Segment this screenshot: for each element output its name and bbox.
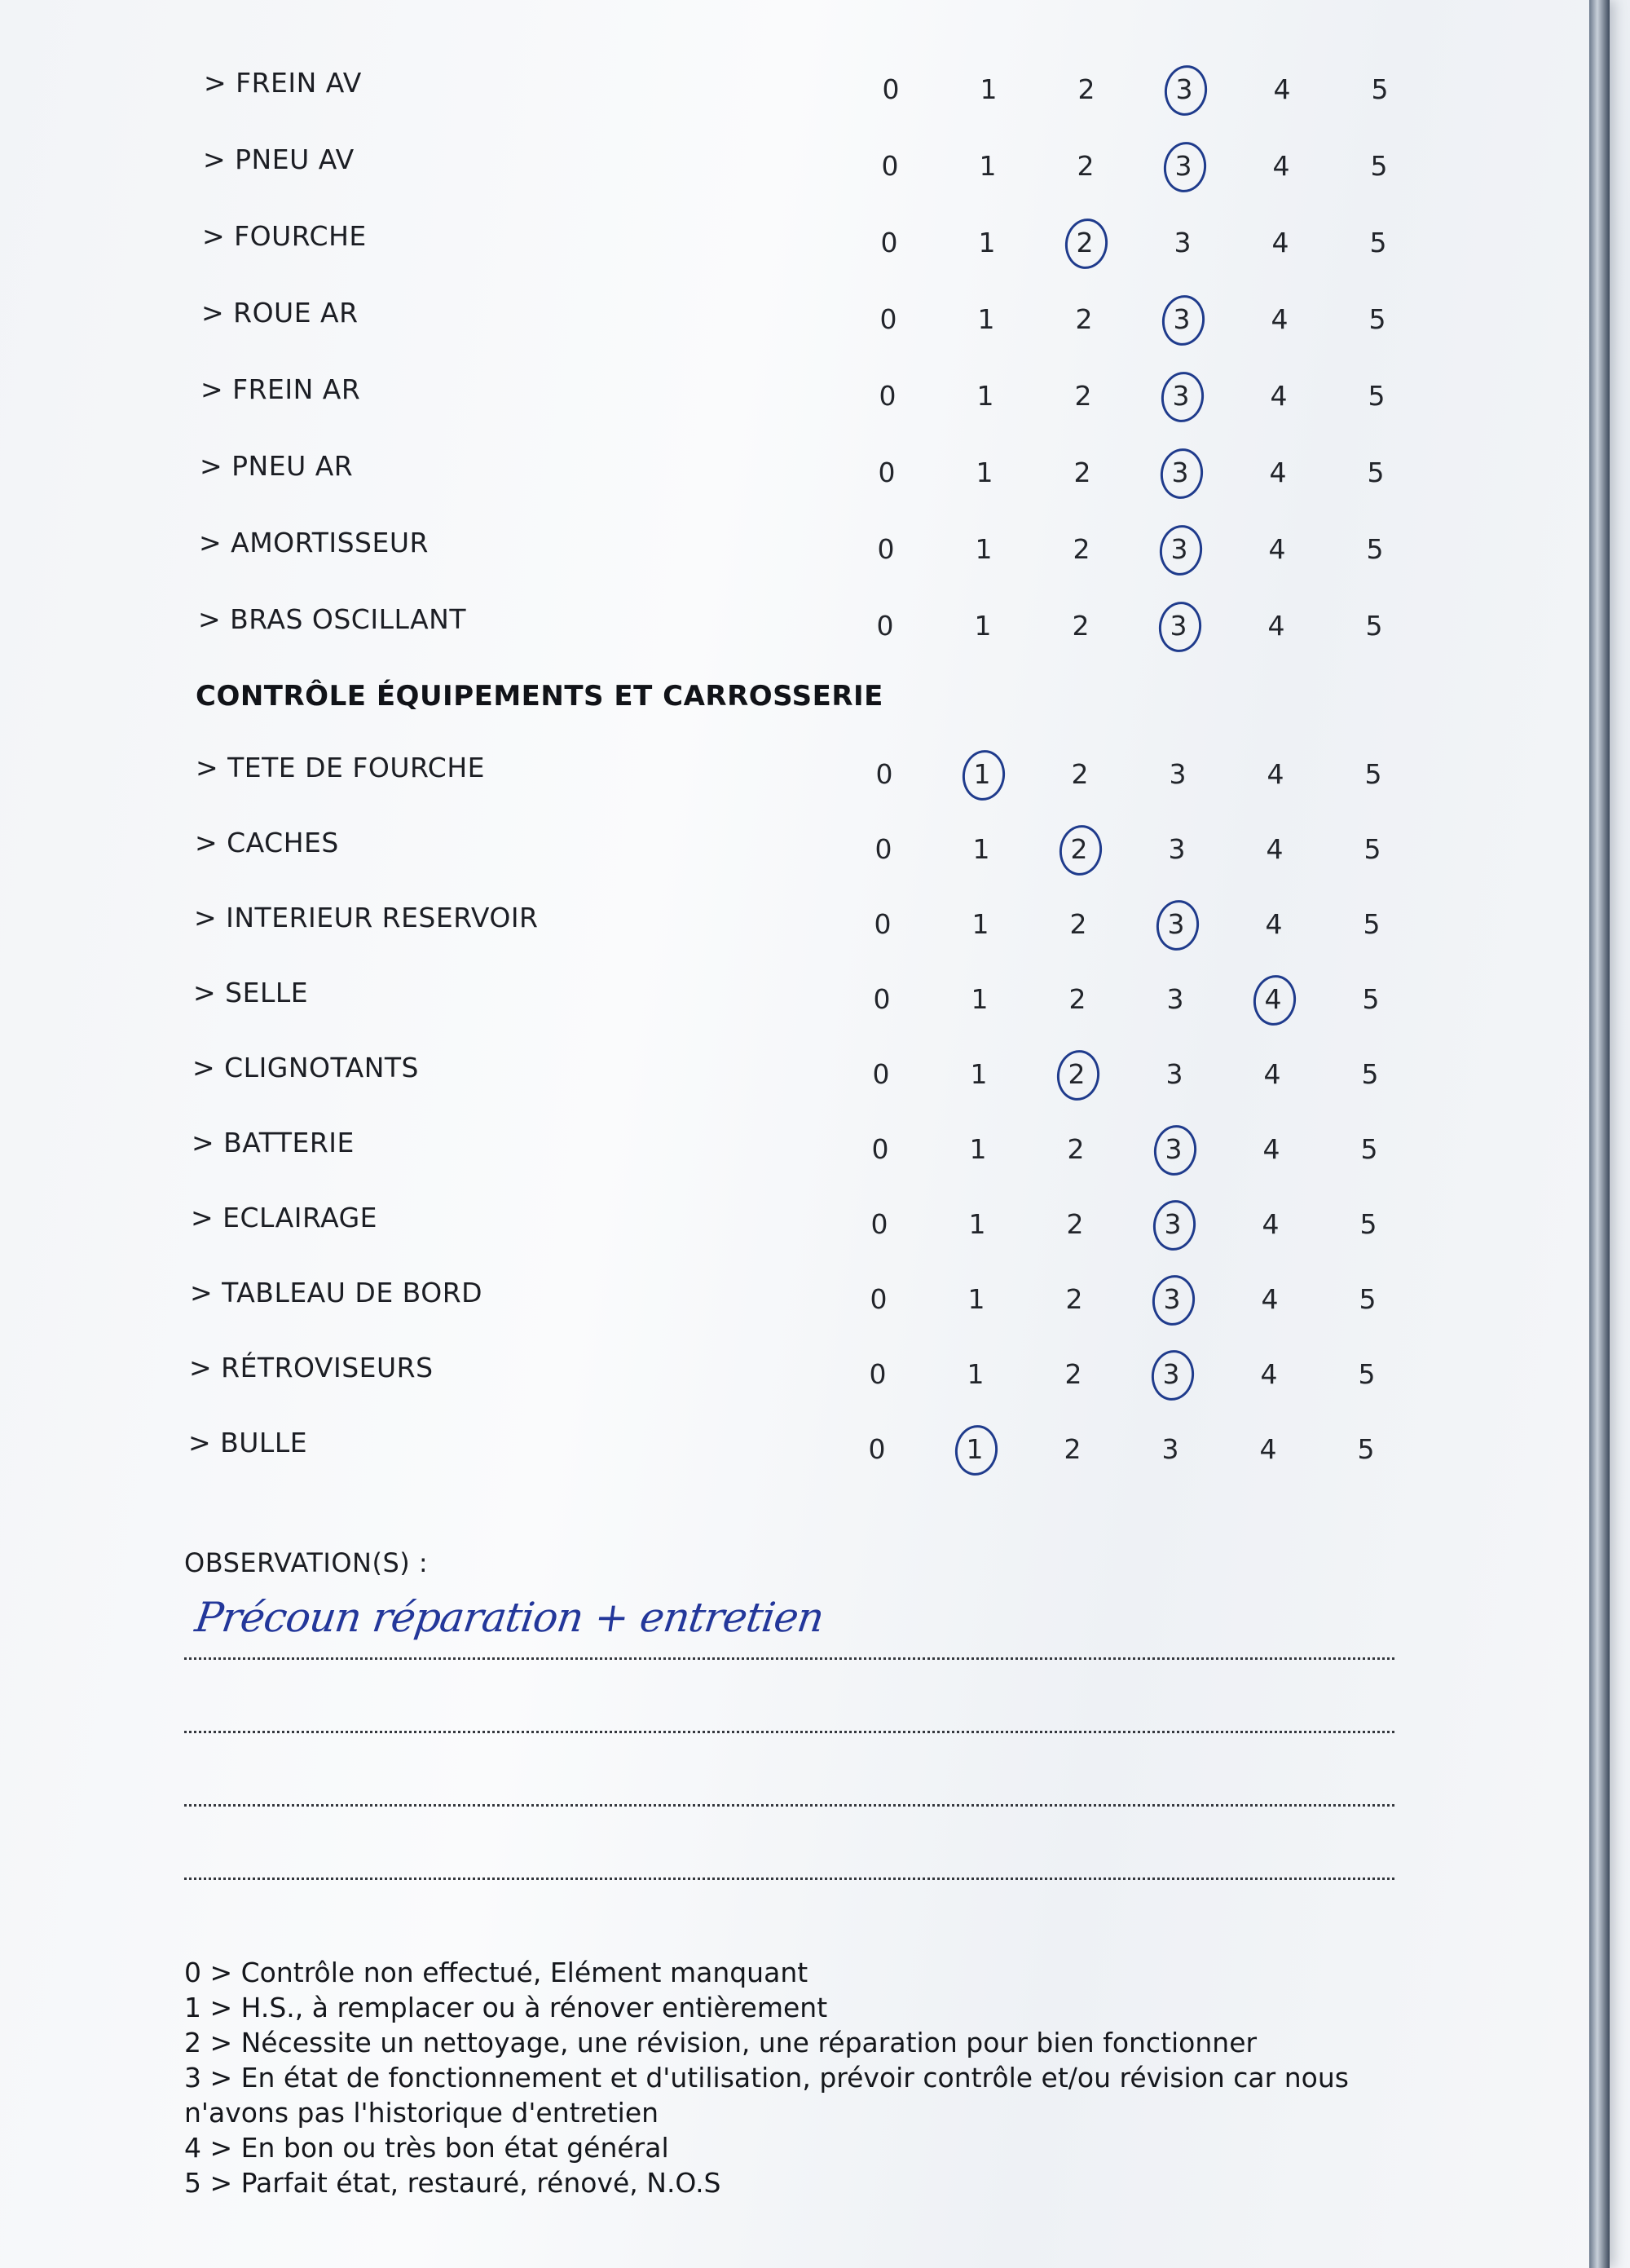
score-option[interactable]: 5 <box>1363 908 1381 940</box>
row-label: > SELLE <box>193 977 309 1008</box>
inspection-row <box>0 67 1548 116</box>
score-option[interactable]: 4 <box>1270 380 1288 412</box>
legend-line-3: 3 > En état de fonctionnement et d'utilisation, prévoir contrôle et/ou révision car nous n'avons pas l'historique d'entretien <box>184 2062 1349 2129</box>
score-option-circled[interactable]: 2 <box>1054 1058 1099 1090</box>
row-label: > FREIN AV <box>204 67 362 99</box>
score-option[interactable]: 1 <box>967 1283 985 1315</box>
score-option[interactable]: 5 <box>1369 227 1387 258</box>
score-option[interactable]: 1 <box>979 150 997 182</box>
row-label: > ROUE AR <box>201 297 359 329</box>
score-option[interactable]: 1 <box>976 457 993 488</box>
inspection-row <box>0 1352 1548 1401</box>
legend-line-0: 0 > Contrôle non effectué, Elément manquant <box>184 1957 808 1988</box>
score-option[interactable]: 0 <box>877 533 895 565</box>
score-option[interactable]: 5 <box>1368 380 1386 412</box>
row-label: > AMORTISSEUR <box>199 527 429 558</box>
row-label: > BULLE <box>188 1427 308 1458</box>
score-option[interactable]: 4 <box>1271 303 1289 335</box>
score-option-circled[interactable]: 3 <box>1161 73 1207 105</box>
score-option-circled[interactable]: 2 <box>1062 227 1108 258</box>
row-label: > ECLAIRAGE <box>191 1202 377 1233</box>
score-option[interactable]: 3 <box>1168 833 1186 865</box>
legend-line-2: 2 > Nécessite un nettoyage, une révision, une réparation pour bien fonctionner <box>184 2027 1258 2058</box>
score-option[interactable]: 1 <box>977 303 995 335</box>
inspection-row <box>0 603 1548 652</box>
inspection-row <box>0 902 1548 951</box>
score-option[interactable]: 0 <box>874 908 892 940</box>
score-option[interactable]: 0 <box>882 73 900 105</box>
row-label: > FREIN AR <box>200 373 361 405</box>
score-option[interactable]: 0 <box>870 1208 888 1240</box>
score-option[interactable]: 5 <box>1362 983 1380 1015</box>
score-option[interactable]: 1 <box>971 983 989 1015</box>
observation-line-4 <box>184 1877 1394 1880</box>
score-option-circled[interactable]: 3 <box>1148 1358 1194 1390</box>
score-option-circled[interactable]: 3 <box>1156 533 1202 565</box>
score-option[interactable]: 1 <box>970 1058 988 1090</box>
score-option[interactable]: 0 <box>879 303 897 335</box>
score-option[interactable]: 5 <box>1361 1058 1379 1090</box>
score-option[interactable]: 4 <box>1267 758 1284 790</box>
score-option[interactable]: 1 <box>967 1358 985 1390</box>
score-option[interactable]: 4 <box>1268 533 1286 565</box>
score-option[interactable]: 0 <box>880 227 898 258</box>
score-option-circled[interactable]: 3 <box>1156 610 1201 642</box>
score-option[interactable]: 2 <box>1069 908 1087 940</box>
score-option[interactable]: 0 <box>874 833 892 865</box>
score-option-circled[interactable]: 3 <box>1153 908 1199 940</box>
score-option[interactable]: 2 <box>1077 150 1095 182</box>
score-option[interactable]: 1 <box>971 908 989 940</box>
score-option[interactable]: 3 <box>1166 983 1184 1015</box>
inspection-row <box>0 220 1548 269</box>
legend-line-5: 5 > Parfait état, restauré, rénové, N.O.S <box>184 2167 721 2199</box>
score-option[interactable]: 1 <box>974 610 992 642</box>
inspection-row <box>0 1127 1548 1176</box>
score-option-circled[interactable]: 3 <box>1150 1208 1196 1240</box>
score-option[interactable]: 2 <box>1073 533 1090 565</box>
score-option[interactable]: 5 <box>1364 758 1382 790</box>
score-option[interactable]: 4 <box>1262 1208 1280 1240</box>
score-option[interactable]: 0 <box>876 610 894 642</box>
score-option[interactable]: 1 <box>980 73 998 105</box>
inspection-row <box>0 450 1548 499</box>
inspection-row <box>0 977 1548 1026</box>
score-option[interactable]: 1 <box>972 833 990 865</box>
legend-line-4: 4 > En bon ou très bon état général <box>184 2132 669 2164</box>
inspection-row <box>0 1202 1548 1251</box>
score-option[interactable]: 0 <box>873 983 891 1015</box>
score-option-circled[interactable]: 3 <box>1159 303 1205 335</box>
page-edge <box>1589 0 1610 2268</box>
score-option-circled[interactable]: 1 <box>959 758 1005 790</box>
score-option[interactable]: 4 <box>1260 1358 1278 1390</box>
score-option[interactable]: 2 <box>1074 380 1092 412</box>
score-option[interactable]: 2 <box>1066 1208 1084 1240</box>
score-option[interactable]: 2 <box>1064 1358 1082 1390</box>
score-option[interactable]: 2 <box>1073 457 1091 488</box>
score-option[interactable]: 3 <box>1161 1433 1179 1465</box>
inspection-row <box>0 297 1548 346</box>
score-option[interactable]: 5 <box>1365 610 1383 642</box>
legend-line-1: 1 > H.S., à remplacer ou à rénover entièrement <box>184 1992 828 2023</box>
section-title-equipements: CONTRÔLE ÉQUIPEMENTS ET CARROSSERIE <box>196 680 883 713</box>
observation-line-2 <box>184 1731 1394 1733</box>
row-label: > PNEU AV <box>203 143 355 175</box>
inspection-row <box>0 1277 1548 1326</box>
row-label: > PNEU AR <box>200 450 354 482</box>
row-label: > CLIGNOTANTS <box>192 1052 419 1083</box>
score-option-circled[interactable]: 4 <box>1250 983 1296 1015</box>
score-option[interactable]: 0 <box>878 457 896 488</box>
score-option[interactable]: 0 <box>879 380 896 412</box>
score-option[interactable]: 3 <box>1174 227 1192 258</box>
score-option[interactable]: 2 <box>1065 1283 1083 1315</box>
score-option[interactable]: 5 <box>1359 1283 1377 1315</box>
score-option-circled[interactable]: 3 <box>1161 150 1206 182</box>
row-label: > TETE DE FOURCHE <box>196 752 485 783</box>
score-option[interactable]: 2 <box>1071 758 1089 790</box>
score-option-circled[interactable]: 3 <box>1158 380 1204 412</box>
score-option[interactable]: 4 <box>1269 457 1287 488</box>
score-option[interactable]: 4 <box>1272 150 1290 182</box>
row-label: > BATTERIE <box>192 1127 355 1158</box>
inspection-row <box>0 1427 1548 1476</box>
inspection-row <box>0 827 1548 876</box>
score-option[interactable]: 0 <box>881 150 899 182</box>
observation-line-1 <box>184 1657 1394 1660</box>
row-label: > CACHES <box>195 827 339 858</box>
row-label: > INTERIEUR RESERVOIR <box>194 902 539 933</box>
score-option[interactable]: 1 <box>975 533 993 565</box>
score-option[interactable]: 4 <box>1261 1283 1279 1315</box>
row-label: > FOURCHE <box>202 220 367 252</box>
score-option[interactable]: 4 <box>1259 1433 1277 1465</box>
score-option[interactable]: 4 <box>1265 908 1283 940</box>
score-option[interactable]: 4 <box>1262 1133 1280 1165</box>
score-option[interactable]: 5 <box>1359 1208 1377 1240</box>
rating-legend <box>184 1955 1407 2200</box>
inspection-row <box>0 373 1548 422</box>
score-option[interactable]: 5 <box>1360 1133 1378 1165</box>
score-option[interactable]: 5 <box>1370 150 1388 182</box>
score-option[interactable]: 2 <box>1075 303 1093 335</box>
score-option[interactable]: 0 <box>871 1133 889 1165</box>
score-option[interactable]: 5 <box>1366 533 1384 565</box>
score-option[interactable]: 2 <box>1064 1433 1082 1465</box>
score-option[interactable]: 1 <box>968 1208 986 1240</box>
score-option[interactable]: 3 <box>1165 1058 1183 1090</box>
score-option[interactable]: 1 <box>976 380 994 412</box>
observations-handwritten-text: Précoun réparation + entretien <box>192 1594 826 1641</box>
row-label: > BRAS OSCILLANT <box>198 603 467 635</box>
score-option[interactable]: 4 <box>1273 73 1291 105</box>
score-option[interactable]: 0 <box>868 1433 886 1465</box>
inspection-row <box>0 527 1548 576</box>
score-option[interactable]: 4 <box>1266 833 1284 865</box>
row-label: > TABLEAU DE BORD <box>190 1277 483 1308</box>
score-option[interactable]: 0 <box>872 1058 890 1090</box>
score-option[interactable]: 2 <box>1068 983 1086 1015</box>
score-option[interactable]: 4 <box>1271 227 1289 258</box>
score-option[interactable]: 0 <box>869 1358 887 1390</box>
row-label: > RÉTROVISEURS <box>189 1352 434 1383</box>
score-option[interactable]: 1 <box>969 1133 987 1165</box>
score-option[interactable]: 5 <box>1368 303 1386 335</box>
score-option[interactable]: 5 <box>1358 1358 1376 1390</box>
score-option-circled[interactable]: 2 <box>1056 833 1102 865</box>
score-option[interactable]: 4 <box>1263 1058 1281 1090</box>
observations-label: OBSERVATION(S) : <box>184 1547 429 1578</box>
score-option[interactable]: 5 <box>1371 73 1389 105</box>
score-option-circled[interactable]: 3 <box>1157 457 1203 488</box>
score-option-circled[interactable]: 1 <box>952 1433 998 1465</box>
score-option[interactable]: 4 <box>1267 610 1285 642</box>
score-option-circled[interactable]: 3 <box>1149 1283 1195 1315</box>
inspection-row <box>0 143 1548 192</box>
score-option[interactable]: 5 <box>1357 1433 1375 1465</box>
inspection-row <box>0 752 1548 801</box>
score-option[interactable]: 0 <box>870 1283 888 1315</box>
score-option[interactable]: 5 <box>1367 457 1385 488</box>
inspection-row <box>0 1052 1548 1101</box>
score-option[interactable]: 2 <box>1067 1133 1085 1165</box>
score-option[interactable]: 3 <box>1169 758 1187 790</box>
score-option[interactable]: 2 <box>1077 73 1095 105</box>
score-option[interactable]: 5 <box>1363 833 1381 865</box>
score-option[interactable]: 0 <box>875 758 893 790</box>
score-option[interactable]: 1 <box>978 227 996 258</box>
score-option[interactable]: 2 <box>1072 610 1090 642</box>
score-option-circled[interactable]: 3 <box>1151 1133 1196 1165</box>
observation-line-3 <box>184 1804 1394 1807</box>
